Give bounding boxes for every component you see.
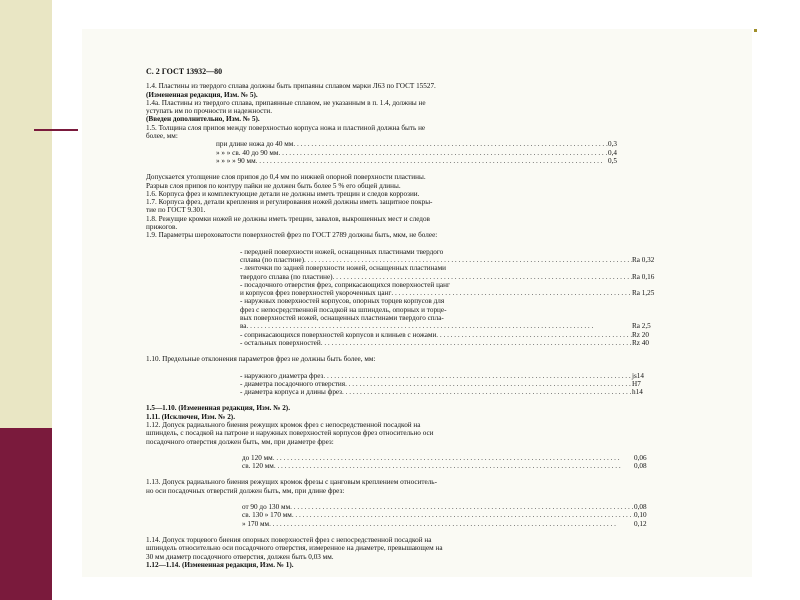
spacer — [146, 528, 786, 536]
row-label: св. 120 мм — [242, 462, 274, 471]
leader-dots — [292, 511, 634, 519]
row-value: 0,4 — [608, 148, 617, 157]
leader-dots — [256, 157, 608, 165]
document-header: С. 2 ГОСТ 13932—80 — [146, 68, 223, 76]
paragraph-line: но оси посадочных отверстий должен быть, мм, при длине фрез: — [146, 486, 345, 495]
paragraph-line: прижогов. — [146, 223, 178, 232]
spacer — [146, 240, 786, 248]
row-label: твердого сплава (по пластине) — [240, 272, 333, 281]
leader-dots — [436, 331, 632, 339]
value-row — [146, 149, 656, 157]
row-label: от 90 до 130 мм — [242, 503, 291, 512]
row-label: ва — [240, 322, 247, 331]
leader-dots — [323, 372, 632, 380]
row-value: 0,08 — [634, 503, 647, 512]
value-row — [146, 388, 680, 396]
value-row — [146, 520, 682, 528]
row-value: 0,06 — [634, 453, 647, 462]
amendment-note: 1.12—1.14. (Измененная редакция, Изм. № 1). — [146, 560, 294, 569]
list-line: - передней поверхности ножей, оснащенных пластинами твердого — [240, 247, 444, 256]
list-line: - ленточки по задней поверхности ножей, оснащенных пластинами — [240, 264, 447, 273]
row-label: сплава (по пластине) — [240, 255, 304, 264]
row-value: Rz 40 — [632, 338, 649, 347]
leader-dots — [293, 140, 608, 148]
row-value: 0,3 — [608, 140, 617, 149]
scanned-document — [82, 29, 752, 577]
row-label: » 170 мм — [242, 519, 270, 528]
accent-rule — [34, 129, 78, 131]
paragraph-line: 1.10. Предельные отклонения параметров фрез не должны быть более, мм: — [146, 355, 376, 364]
paragraph-line: посадочного отверстия должен быть, мм, при диаметре фрез: — [146, 437, 334, 446]
row-label: - диаметра корпуса и длины фрез — [240, 388, 343, 397]
value-row — [146, 331, 680, 339]
row-value: 0,10 — [634, 511, 647, 520]
value-row — [146, 454, 682, 462]
leader-dots — [304, 256, 632, 264]
paragraph-line: 1.12. Допуск радиального биения режущих кромок фрез с непосредственной посадкой на — [146, 420, 421, 429]
paragraph-line: 1.7. Корпуса фрез, детали крепления и регулирования ножей должны иметь защитное покры- — [146, 198, 433, 207]
row-value: H7 — [632, 379, 641, 388]
row-label: до 120 мм — [242, 453, 273, 462]
row-label: » » » св. 40 до 90 мм — [216, 148, 279, 157]
row-value: Ra 0,32 — [632, 255, 655, 264]
row-value: Ra 2,5 — [632, 322, 651, 331]
paragraph-line: 1.5. Толщина слоя припоя между поверхностью корпуса ножа и пластиной должна быть не — [146, 123, 426, 132]
row-value: 0,5 — [608, 156, 617, 165]
row-value: Rz 20 — [632, 330, 649, 339]
leader-dots — [274, 462, 634, 470]
paragraph-line: 1.4а. Пластины из твердого сплава, припаянные сплавом, не указанным в п. 1.4, должны не — [146, 98, 426, 107]
paragraph-line: 1.14. Допуск торцевого биения опорных поверхностей фрез с непосредственной посадкой на — [146, 535, 432, 544]
document-content — [146, 68, 786, 569]
value-row — [146, 503, 682, 511]
spacer — [146, 165, 786, 173]
row-value: Ra 0,16 — [632, 272, 655, 281]
value-row — [146, 322, 680, 330]
leader-dots — [342, 388, 632, 396]
leader-dots — [269, 520, 634, 528]
paragraph-line: тие по ГОСТ 9.301. — [146, 206, 206, 215]
amendment-note: (Измененная редакция, Изм. № 5). — [146, 90, 258, 99]
value-row — [146, 157, 656, 165]
row-label: - остальных поверхностей — [240, 338, 321, 347]
row-value: Ra 1,25 — [632, 289, 655, 298]
value-row — [146, 511, 682, 519]
paragraph-line: 1.6. Корпуса фрез и комплектующие детали не должны иметь трещин и следов коррозии. — [146, 189, 420, 198]
leader-dots — [278, 149, 608, 157]
list-line: - наружных поверхностей корпусов, опорных торцев корпусов для — [240, 297, 445, 306]
spacer — [146, 470, 786, 478]
row-label: и корпусов фрез поверхностей укороченных цанг — [240, 289, 392, 298]
value-row — [146, 462, 682, 470]
spacer — [146, 495, 786, 503]
paragraph-line: 1.9. Параметры шероховатости поверхностей фрез по ГОСТ 2789 должны быть, мкм, не более: — [146, 231, 438, 240]
row-label: - соприкасающихся поверхностей корпусов и клиньев с ножами — [240, 330, 437, 339]
value-row — [146, 380, 680, 388]
leader-dots — [290, 503, 634, 511]
value-row — [146, 372, 680, 380]
row-value: 0,12 — [634, 519, 647, 528]
side-accent-bar — [0, 428, 52, 600]
paragraph-line: Разрыв слоя припоя по контуру пайки не должен быть более 5 % его общей длины. — [146, 181, 401, 190]
leader-dots — [333, 273, 632, 281]
amendment-note: 1.5—1.10. (Измененная редакция, Изм. № 2). — [146, 404, 290, 413]
row-label: - диаметра посадочного отверстия — [240, 379, 346, 388]
paragraph-line: уступать им по прочности и надежности. — [146, 107, 273, 116]
leader-dots — [273, 454, 634, 462]
value-row — [146, 289, 680, 297]
leader-dots — [345, 380, 632, 388]
spacer — [146, 446, 786, 454]
value-row — [146, 339, 680, 347]
leader-dots — [247, 322, 633, 330]
paragraph-line: шпиндель относительно оси посадочного отверстия, измеренное на диаметре, превышающем на — [146, 544, 443, 553]
amendment-note: 1.11. (Исключен, Изм. № 2). — [146, 412, 235, 421]
paragraph-line: 1.13. Допуск радиального биения режущих кромок фрезы с цанговым креплением относитель- — [146, 478, 437, 487]
row-label: - наружного диаметра фрез — [240, 371, 324, 380]
list-line: вых поверхностей ножей, оснащенных пластинами твердого спла- — [240, 314, 444, 323]
row-label: св. 130 » 170 мм — [242, 511, 292, 520]
row-value: h14 — [632, 388, 643, 397]
row-label: » » » » 90 мм — [216, 156, 256, 165]
paragraph-line: 1.4. Пластины из твердого сплава должны быть припаяны сплавом марки Л63 по ГОСТ 15527. — [146, 82, 436, 91]
row-value: js14 — [632, 371, 644, 380]
paragraph-line: шпиндель, с посадкой на патроне и наружных поверхностей корпусов фрез относительно оси — [146, 429, 434, 438]
spacer — [146, 396, 786, 404]
value-row — [146, 256, 680, 264]
list-line: - посадочного отверстия фрез, соприкасающихся поверхностей цанг — [240, 280, 450, 289]
paragraph-line: 30 мм диаметр посадочного отверстия, должен быть 0,03 мм. — [146, 552, 334, 561]
value-row — [146, 140, 656, 148]
paragraph-line: более, мм: — [146, 132, 178, 141]
list-line: фрез с непосредственной посадкой на шпиндель, опорных и торце- — [240, 305, 447, 314]
leader-dots — [321, 339, 632, 347]
leader-dots — [391, 289, 632, 297]
value-row — [146, 273, 680, 281]
amendment-note: (Введен дополнительно, Изм. № 5). — [146, 115, 260, 124]
spacer — [146, 347, 786, 355]
spacer — [146, 364, 786, 372]
paragraph-line: 1.8. Режущие кромки ножей не должны иметь трещин, завалов, выкрошенных мест и следов — [146, 214, 430, 223]
row-label: при длине ножа до 40 мм — [216, 140, 294, 149]
decorative-dot — [754, 29, 757, 32]
paragraph-line: Допускается утолщение слоя припоя до 0,4 мм по нижней опорной поверхности пластины. — [146, 173, 426, 182]
row-value: 0,08 — [634, 462, 647, 471]
